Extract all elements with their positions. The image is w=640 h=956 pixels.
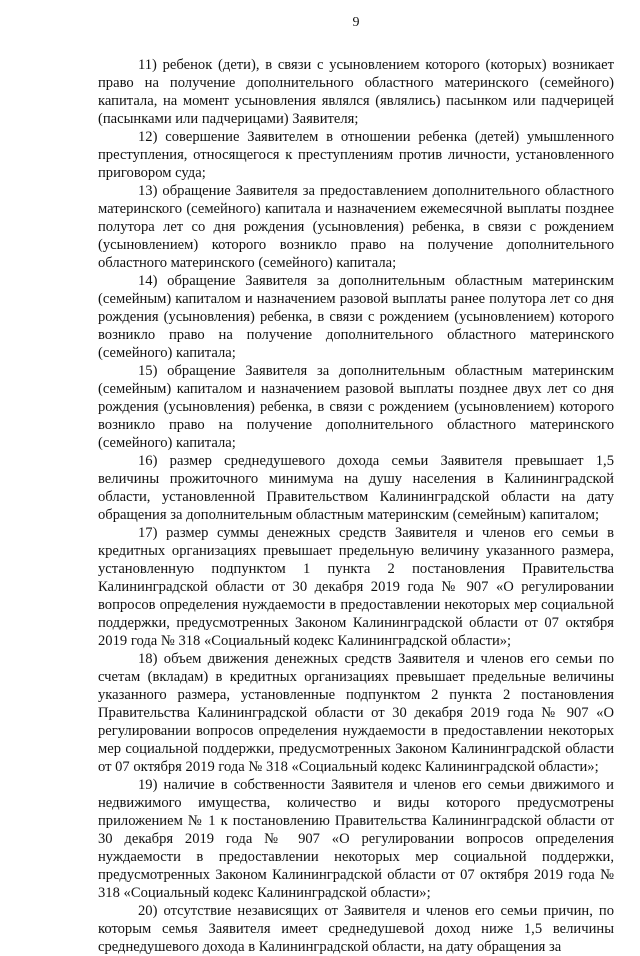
paragraph-item-19: 19) наличие в собственности Заявителя и членов его семьи движимого и недвижимого имущества, количество и виды которого предусмотрены приложением № 1 к постановлению Правительства Калининградской области от 30 декабря 2019 года № 907 «О регулировании вопросов определения нуждаемости в предоставлении некоторых мер социальной поддержки, предусмотренных Законом Калининградской области от 07 октября 2019 года № 318 «Социальный кодекс Калининградской области»; [98,777,614,901]
paragraph-item-14: 14) обращение Заявителя за дополнительным областным материнским (семейным) капиталом и назначением разовой выплаты ранее полутора лет со дня рождения (усыновления) ребенка, в связи с рождением (усыновлением) которого возникло право на получение дополнительного областного материнского (семейного) капитала; [98,273,614,361]
paragraph-item-20: 20) отсутствие независящих от Заявителя и членов его семьи причин, по которым семья Заявителя имеет среднедушевой доход ниже 1,5 величины среднедушевого дохода в Калининградской области, на дату обращения за [98,903,614,955]
paragraph-item-18: 18) объем движения денежных средств Заявителя и членов его семьи по счетам (вкладам) в кредитных организациях превышает предельные величины указанного размера, установленные подпунктом 2 пункта 2 постановления Правительства Калининградской области от 30 декабря 2019 года № 907 «О регулировании вопросов определения нуждаемости в предоставлении некоторых мер социальной поддержки, предусмотренных Законом Калининградской области от 07 октября 2019 года № 318 «Социальный кодекс Калининградской области»; [98,651,614,775]
paragraph-item-12: 12) совершение Заявителем в отношении ребенка (детей) умышленного преступления, относящегося к преступлениям против личности, установленного приговором суда; [98,129,614,181]
paragraph-item-17: 17) размер суммы денежных средств Заявителя и членов его семьи в кредитных организациях превышает предельную величину указанного размера, установленную подпунктом 1 пункта 2 постановления Правительства Калининградской области от 30 декабря 2019 года № 907 «О регулировании вопросов определения нуждаемости в предоставлении некоторых мер социальной поддержки, предусмотренных Законом Калининградской области от 07 октября 2019 года № 318 «Социальный кодекс Калининградской области»; [98,525,614,649]
page-number: 9 [352,15,360,30]
paragraph-item-11: 11) ребенок (дети), в связи с усыновлением которого (которых) возникает право на получение дополнительного областного материнского (семейного) капитала, на момент усыновления являлся (являлись) пасынком или падчерицей (пасынками или падчерицами) Заявителя; [98,57,614,127]
paragraph-item-16: 16) размер среднедушевого дохода семьи Заявителя превышает 1,5 величины прожиточного минимума на душу населения в Калининградской области, установленной Правительством Калининградской области на дату обращения за дополнительным областным материнским (семейным) капиталом; [98,453,614,523]
paragraph-item-15: 15) обращение Заявителя за дополнительным областным материнским (семейным) капиталом и назначением разовой выплаты позднее двух лет со дня рождения (усыновления) ребенка, в связи с рождением (усыновлением) которого возникло право на получение дополнительного областного материнского (семейного) капитала; [98,363,614,451]
paragraph-item-13: 13) обращение Заявителя за предоставлением дополнительного областного материнского (семейного) капитала и назначением ежемесячной выплаты позднее полутора лет со дня рождения (усыновления) ребенка, в связи с рождением (усыновлением) которого возникло право на получение дополнительного областного материнского (семейного) капитала; [98,183,614,271]
